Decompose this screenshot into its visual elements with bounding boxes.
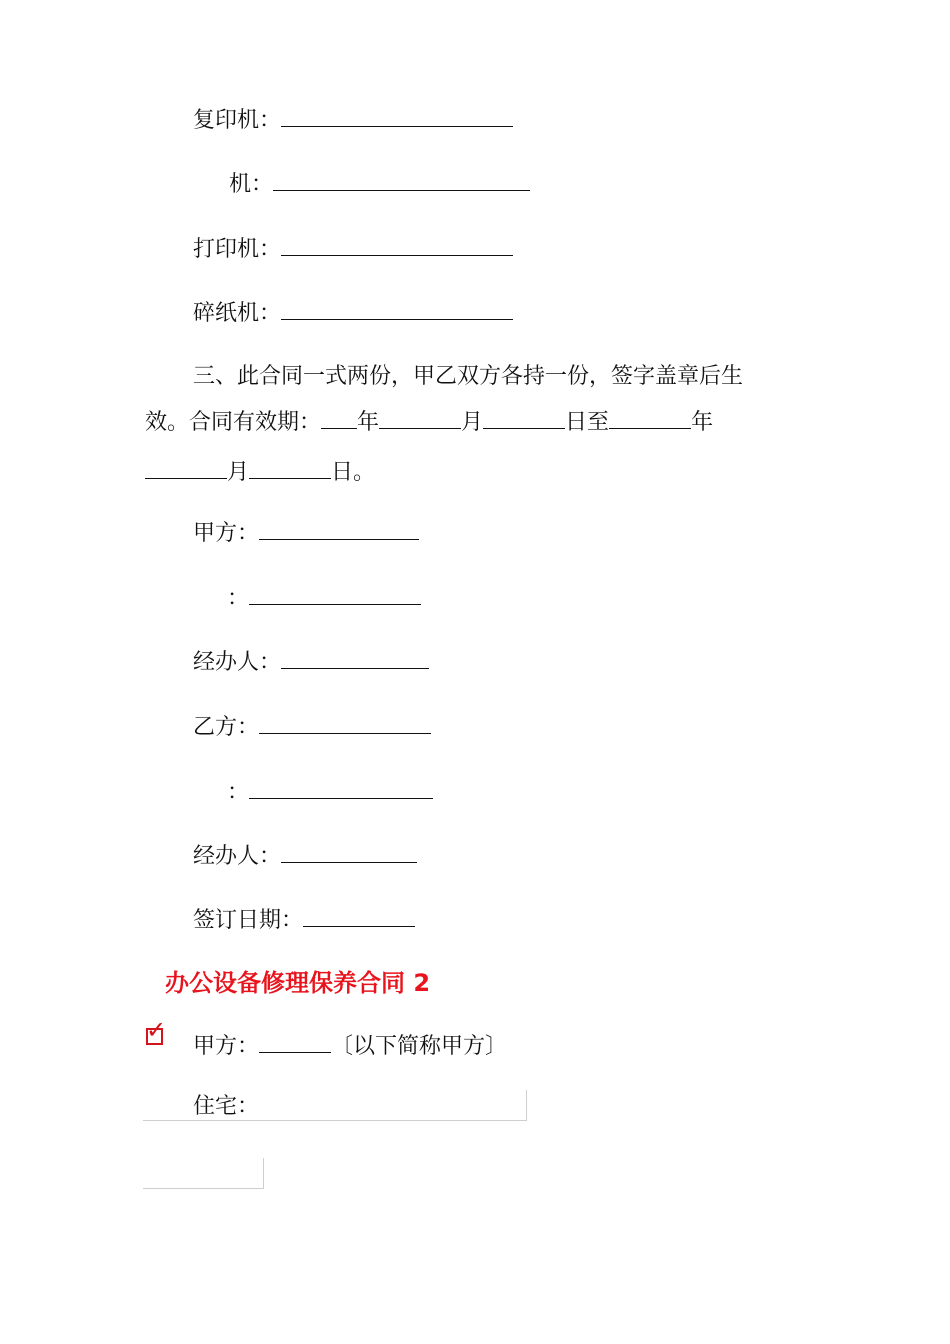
- copier-label: 复印机：: [193, 108, 282, 133]
- copier-line: [193, 104, 513, 136]
- agent-a-blank[interactable]: [281, 646, 429, 669]
- validity-label: 效。合同有效期：: [145, 410, 322, 435]
- party-a-label: 甲方：: [193, 521, 260, 546]
- contract2-party-a-label: 甲方：: [193, 1034, 260, 1059]
- day-to-label: 日至: [565, 410, 610, 435]
- party-b-blank[interactable]: [259, 711, 431, 734]
- contract2-title: 办公设备修理保养合同 2: [165, 969, 431, 997]
- month-label: 月: [461, 410, 484, 435]
- checkmark-icon: ✓: [146, 1016, 167, 1044]
- end-day-label: 日。: [331, 460, 376, 485]
- shredder-label: 碎纸机：: [193, 301, 282, 326]
- printer-label: 打印机：: [193, 237, 282, 262]
- end-year-blank[interactable]: [609, 406, 691, 429]
- party-b-sub-line: [227, 776, 433, 808]
- clause3-line3: [145, 456, 375, 488]
- shredder-line: [193, 297, 513, 329]
- agent-a-line: [193, 646, 429, 678]
- start-month-blank[interactable]: [379, 406, 461, 429]
- sign-date-line: [193, 904, 415, 936]
- clause3-line2: [145, 406, 713, 438]
- end-month-blank[interactable]: [145, 456, 227, 479]
- contract2-party-a-line: [193, 1030, 507, 1062]
- party-a-line: [193, 517, 419, 549]
- party-a-sub-line: [227, 582, 421, 614]
- agent-b-label: 经办人：: [193, 844, 282, 869]
- year-label: 年: [357, 410, 380, 435]
- contract2-party-a-blank[interactable]: [259, 1030, 331, 1053]
- text-field-frame[interactable]: [143, 1158, 264, 1189]
- shredder-blank[interactable]: [281, 297, 513, 320]
- party-b-sub-blank[interactable]: [249, 776, 433, 799]
- party-b-sub-label: ：: [227, 780, 250, 805]
- party-a-sub-label: ：: [227, 586, 250, 611]
- agent-b-blank[interactable]: [281, 840, 417, 863]
- sign-date-label: 签订日期：: [193, 908, 304, 933]
- start-day-blank[interactable]: [483, 406, 565, 429]
- contract2-party-a-note: 〔以下简称甲方〕: [331, 1034, 508, 1059]
- start-year-blank[interactable]: [321, 406, 357, 429]
- sign-date-blank[interactable]: [303, 904, 415, 927]
- printer-blank[interactable]: [281, 233, 513, 256]
- party-a-blank[interactable]: [259, 517, 419, 540]
- end-month-label: 月: [227, 460, 250, 485]
- agent-b-line: [193, 840, 417, 872]
- address-label: 住宅：: [193, 1094, 260, 1119]
- party-b-line: [193, 711, 431, 743]
- copier-blank[interactable]: [281, 104, 513, 127]
- party-a-sub-blank[interactable]: [249, 582, 421, 605]
- end-day-blank[interactable]: [249, 456, 331, 479]
- printer-line: [193, 233, 513, 265]
- agent-a-label: 经办人：: [193, 650, 282, 675]
- fax-blank[interactable]: [273, 168, 530, 191]
- end-year-label: 年: [691, 410, 714, 435]
- clause3-line1: 三、此合同一式两份，甲乙双方各持一份，签字盖章后生: [193, 364, 744, 389]
- fax-line: [229, 168, 530, 200]
- fax-label: 机：: [229, 172, 274, 197]
- party-b-label: 乙方：: [193, 715, 260, 740]
